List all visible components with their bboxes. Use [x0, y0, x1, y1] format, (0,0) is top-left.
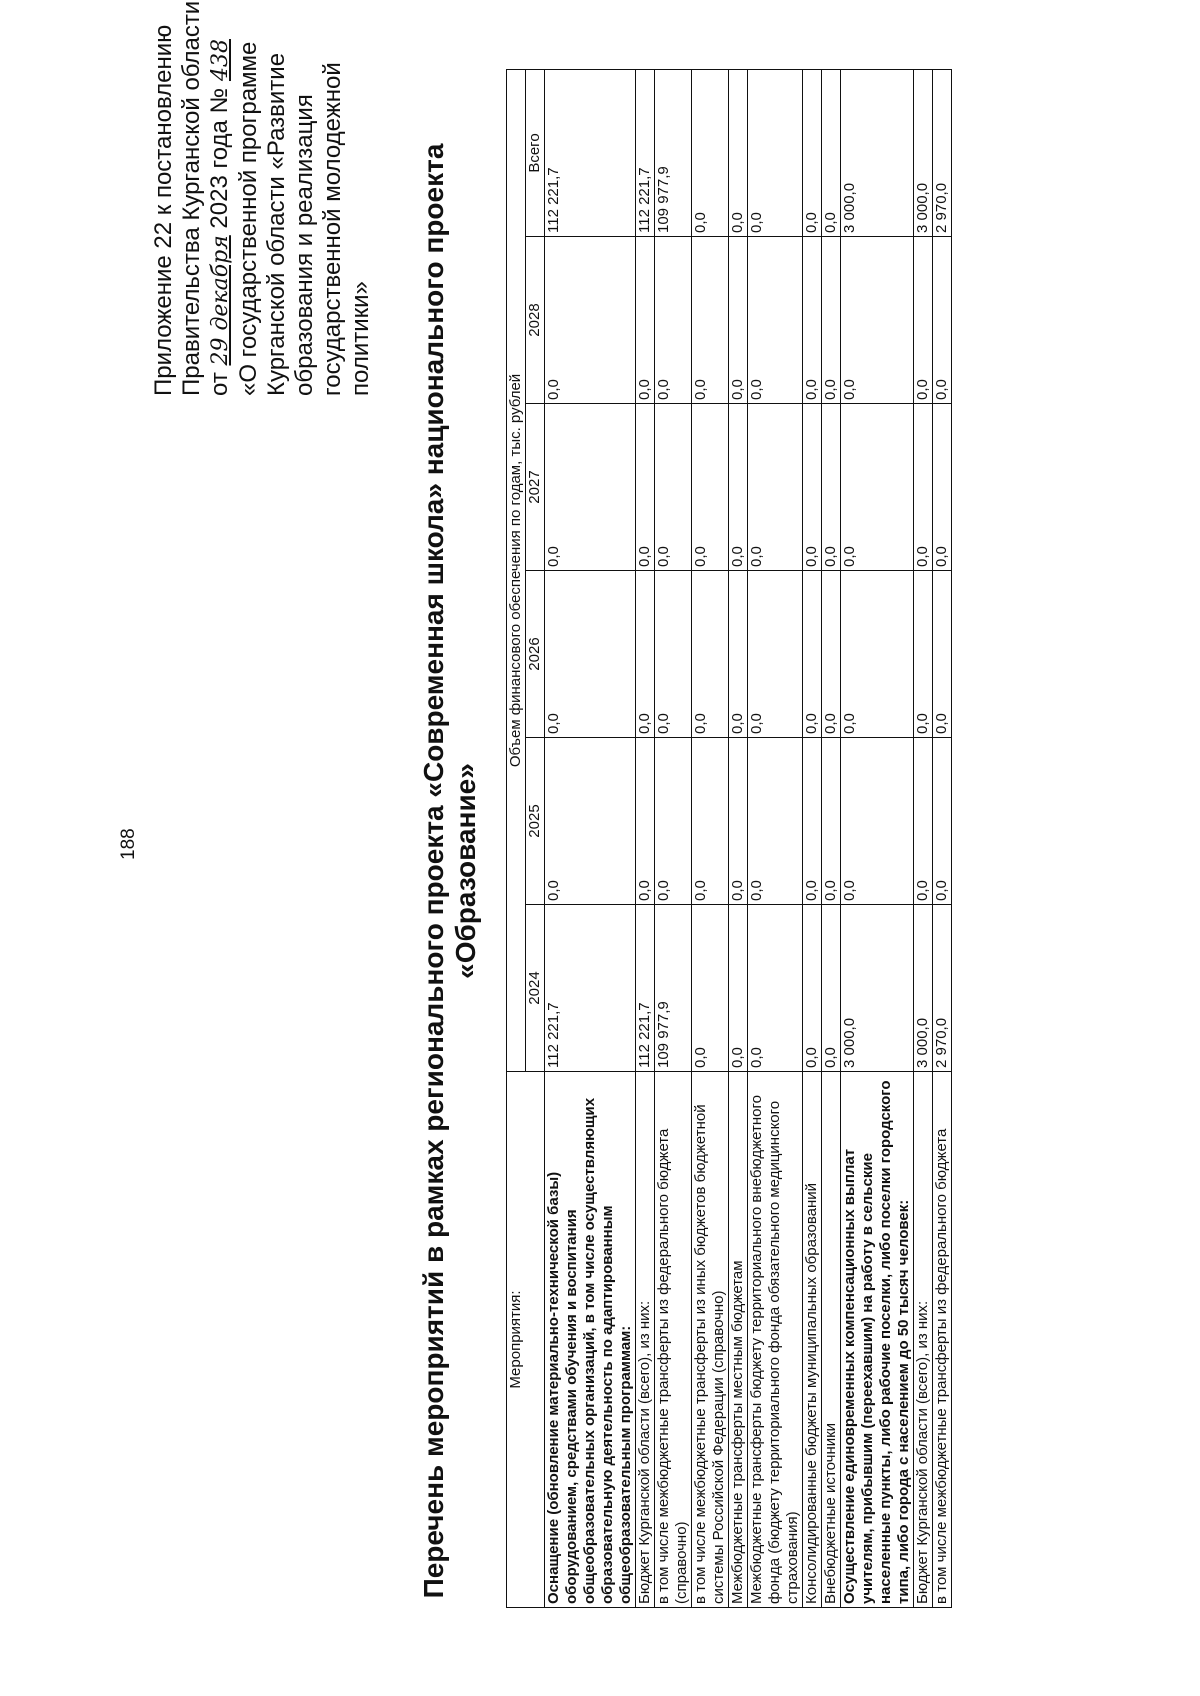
value-cell: 0,0	[655, 738, 692, 905]
value-cell: 0,0	[655, 404, 692, 571]
table-row	[933, 69, 952, 1607]
value-cell: 0,0	[822, 237, 841, 404]
value-cell: 0,0	[914, 571, 933, 738]
year-header: 2025	[526, 738, 545, 905]
activity-cell: Осуществление единовременных компенсационных выплат учителям, прибывшим (переехавшим) на работу в сельские населенные пункты, либо рабочие поселки, либо поселки городского типа, либо города с населением до 50 тысяч человек:	[841, 1072, 914, 1608]
value-cell: 0,0	[803, 905, 822, 1072]
value-cell: 0,0	[636, 738, 655, 905]
value-cell: 0,0	[803, 404, 822, 571]
table-row	[914, 69, 933, 1607]
value-cell: 0,0	[822, 571, 841, 738]
value-cell: 0,0	[545, 738, 636, 905]
value-cell: 0,0	[729, 237, 748, 404]
value-cell: 0,0	[933, 738, 952, 905]
value-cell: 0,0	[914, 237, 933, 404]
value-cell: 0,0	[692, 738, 729, 905]
total-cell: 3 000,0	[914, 69, 933, 236]
annex-date-line	[206, 0, 235, 396]
value-cell: 0,0	[655, 571, 692, 738]
activity-cell: Оснащение (обновление материально-технической базы) оборудованием, средствами обучения и воспитания общеобразовательных организаций, в том числе осуществляющих образовательную деятельность по адаптированным общеобразовательным программам:	[545, 1072, 636, 1608]
total-header: Всего	[526, 69, 545, 236]
annex-line: Приложение 22 к постановлению	[150, 24, 177, 396]
activity-cell: в том числе межбюджетные трансферты из федерального бюджета	[933, 1072, 952, 1608]
value-cell: 0,0	[748, 905, 803, 1072]
activity-cell: в том числе межбюджетные трансферты из иных бюджетов бюджетной системы Российской Федерации (справочно)	[692, 1072, 729, 1608]
value-cell: 0,0	[545, 237, 636, 404]
annex-line: государственной молодежной	[319, 62, 346, 396]
annex-line: политики»	[347, 281, 374, 396]
total-cell: 112 221,7	[545, 69, 636, 236]
value-cell: 0,0	[729, 738, 748, 905]
page-number: 188	[118, 828, 139, 860]
funding-table	[506, 69, 952, 1608]
value-cell: 0,0	[692, 571, 729, 738]
total-cell: 0,0	[822, 69, 841, 236]
value-cell: 0,0	[655, 237, 692, 404]
value-cell: 112 221,7	[636, 905, 655, 1072]
value-cell: 0,0	[822, 738, 841, 905]
value-cell: 0,0	[914, 404, 933, 571]
handwritten-date: 29 декабря	[208, 235, 233, 366]
annex-line: Курганской области «Развитие	[263, 52, 290, 396]
value-cell: 0,0	[841, 404, 914, 571]
table-body	[545, 69, 952, 1607]
value-cell: 0,0	[822, 404, 841, 571]
document-title	[418, 136, 482, 1606]
value-cell: 0,0	[545, 404, 636, 571]
value-cell: 0,0	[841, 571, 914, 738]
value-cell: 0,0	[914, 738, 933, 905]
value-cell: 0,0	[692, 237, 729, 404]
table-row	[748, 69, 803, 1607]
value-cell: 0,0	[748, 738, 803, 905]
table-row	[655, 69, 692, 1607]
value-cell: 2 970,0	[933, 905, 952, 1072]
value-cell: 0,0	[729, 905, 748, 1072]
annex-line: «О государственной программе	[235, 41, 262, 396]
annex-date-prefix: от	[206, 372, 233, 396]
activity-cell: Межбюджетные трансферты бюджету территориального внебюджетного фонда (бюджету территориального фонда обязательного медицинского страхования)	[748, 1072, 803, 1608]
activity-cell: Внебюджетные источники	[822, 1072, 841, 1608]
year-header: 2026	[526, 571, 545, 738]
value-cell: 0,0	[841, 237, 914, 404]
total-cell: 112 221,7	[636, 69, 655, 236]
value-cell: 0,0	[933, 404, 952, 571]
value-cell: 3 000,0	[841, 905, 914, 1072]
value-cell: 0,0	[692, 905, 729, 1072]
value-cell: 0,0	[636, 571, 655, 738]
value-cell: 0,0	[803, 237, 822, 404]
annex-line: образования и реализация	[291, 94, 318, 396]
annex-date-middle: 2023 года №	[206, 87, 233, 229]
value-cell: 3 000,0	[914, 905, 933, 1072]
table-row	[692, 69, 729, 1607]
total-cell: 0,0	[729, 69, 748, 236]
activity-cell: Бюджет Курганской области (всего), из них:	[914, 1072, 933, 1608]
title-line-1: Перечень мероприятий в рамках регионального проекта «Современная школа» национального проекта	[418, 143, 449, 1599]
activity-cell: Межбюджетные трансферты местным бюджетам	[729, 1072, 748, 1608]
value-cell: 0,0	[822, 905, 841, 1072]
title-line-2: «Образование»	[450, 763, 481, 979]
value-cell: 0,0	[803, 738, 822, 905]
value-cell: 0,0	[748, 237, 803, 404]
annex-line: Правительства Курганской области	[178, 0, 205, 396]
activity-cell: Консолидированные бюджеты муниципальных образований	[803, 1072, 822, 1608]
table-row	[841, 69, 914, 1607]
year-header: 2027	[526, 404, 545, 571]
table-row	[545, 69, 636, 1607]
value-cell: 0,0	[841, 738, 914, 905]
value-cell: 0,0	[729, 571, 748, 738]
table-row	[803, 69, 822, 1607]
value-cell: 109 977,9	[655, 905, 692, 1072]
table-row	[729, 69, 748, 1607]
value-cell: 0,0	[933, 571, 952, 738]
value-cell: 0,0	[545, 571, 636, 738]
funding-header: Объем финансового обеспечения по годам, тыс. рублей	[507, 69, 526, 1071]
activity-cell: Бюджет Курганской области (всего), из них:	[636, 1072, 655, 1608]
value-cell: 0,0	[636, 404, 655, 571]
total-cell: 109 977,9	[655, 69, 692, 236]
total-cell: 3 000,0	[841, 69, 914, 236]
value-cell: 0,0	[692, 404, 729, 571]
activity-cell: в том числе межбюджетные трансферты из федерального бюджета (справочно)	[655, 1072, 692, 1608]
table-row	[822, 69, 841, 1607]
value-cell: 0,0	[933, 237, 952, 404]
year-header: 2024	[526, 905, 545, 1072]
annex-header	[150, 0, 375, 396]
handwritten-number: 438	[208, 39, 233, 82]
year-header: 2028	[526, 237, 545, 404]
total-cell: 0,0	[803, 69, 822, 236]
table-row	[636, 69, 655, 1607]
activities-header: Мероприятия:	[507, 1072, 545, 1608]
value-cell: 0,0	[748, 571, 803, 738]
value-cell: 0,0	[803, 571, 822, 738]
total-cell: 0,0	[748, 69, 803, 236]
value-cell: 0,0	[729, 404, 748, 571]
value-cell: 112 221,7	[545, 905, 636, 1072]
total-cell: 0,0	[692, 69, 729, 236]
total-cell: 2 970,0	[933, 69, 952, 236]
value-cell: 0,0	[636, 237, 655, 404]
value-cell: 0,0	[748, 404, 803, 571]
